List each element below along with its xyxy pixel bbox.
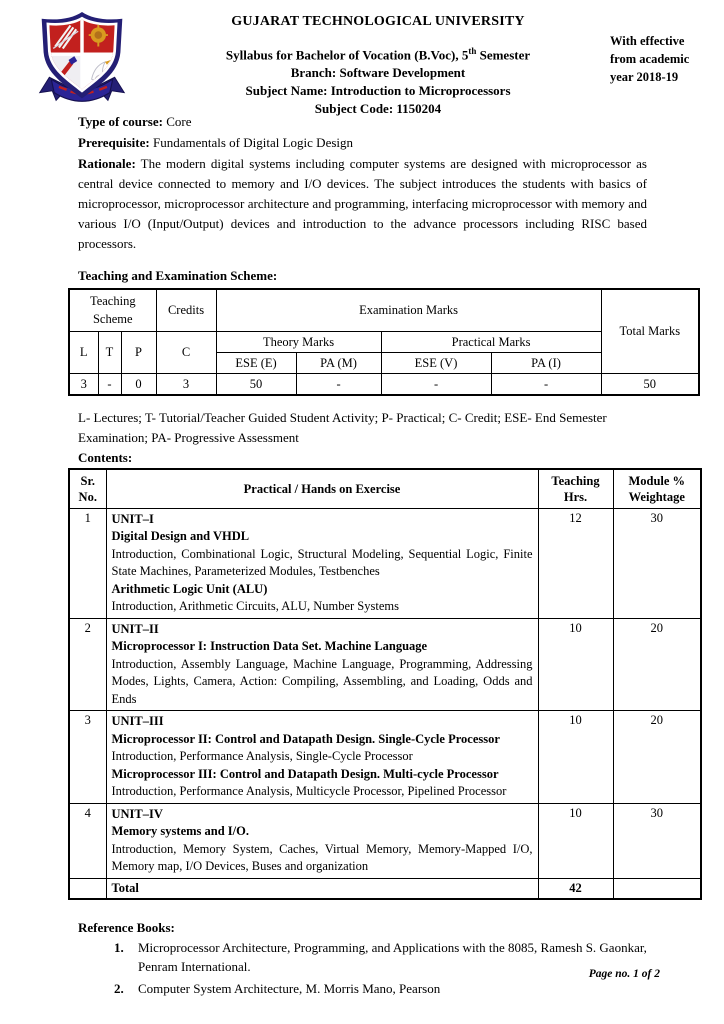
contents-table bbox=[68, 468, 702, 900]
val-ese-e: 50 bbox=[216, 373, 296, 395]
sr-no-cell: 4 bbox=[69, 803, 106, 878]
col-pa-m: PA (M) bbox=[296, 352, 381, 373]
exercise-line: Introduction, Assembly Language, Machine Language, Programming, Addressing Modes, Lights, Camera, Action: Compiling, Assembling, and Loading, Odds and Ends bbox=[111, 656, 533, 706]
total-hrs-cell: 42 bbox=[538, 878, 613, 899]
prerequisite: Prerequisite: Fundamentals of Digital Logic Design bbox=[78, 135, 354, 150]
legend-block bbox=[78, 408, 647, 466]
subject-name-line: Subject Name: Introduction to Microprocessors bbox=[245, 83, 511, 99]
teaching-hrs-cell: 10 bbox=[538, 803, 613, 878]
exercise-line: Microprocessor II: Control and Datapath Design. Single-Cycle Processor bbox=[111, 731, 500, 746]
exercise-line: Microprocessor I: Instruction Data Set. Machine Language bbox=[111, 639, 428, 653]
exercise-line: Introduction, Performance Analysis, Multicycle Processor, Pipelined Processor bbox=[111, 784, 507, 798]
syllabus-line: Syllabus for Bachelor of Vocation (B.Voc), 5th Semester bbox=[225, 46, 531, 63]
practical-marks-header: Practical Marks bbox=[381, 331, 601, 352]
weightage-cell: 20 bbox=[613, 711, 701, 804]
references-section bbox=[78, 920, 647, 998]
val-ese-v: - bbox=[381, 373, 491, 395]
val-total: 50 bbox=[601, 373, 699, 395]
col-ese-e: ESE (E) bbox=[216, 352, 296, 373]
sr-no-cell: 1 bbox=[69, 508, 106, 618]
val-pa-m: - bbox=[296, 373, 381, 395]
gtu-crest-icon bbox=[34, 10, 130, 110]
ref-number: 1. bbox=[114, 939, 124, 955]
exercise-line: Memory systems and I/O. bbox=[111, 824, 249, 838]
exercise-cell bbox=[106, 711, 538, 804]
val-pa-i: - bbox=[491, 373, 601, 395]
val-l: 3 bbox=[69, 373, 98, 395]
col-c: C bbox=[156, 331, 216, 373]
weightage-cell: 30 bbox=[613, 508, 701, 618]
col-t: T bbox=[98, 331, 121, 373]
exam-scheme-table bbox=[68, 288, 700, 396]
rationale: Rationale: The modern digital systems including computer systems are designed with microprocessor as central device connected to memory and I/O devices. The subject introduces the students with basics of microprocessor, microprocessor architecture and programming, interfacing microprocessor with memory and various I/O (Input/Output) devices and introduction to the advance processors including RISC based processors. bbox=[78, 156, 647, 251]
table-row bbox=[69, 618, 701, 711]
list-item bbox=[114, 938, 647, 976]
exercise-cell bbox=[106, 618, 538, 711]
exercise-line: Introduction, Combinational Logic, Structural Modeling, Sequential Logic, Finite State Machines, Parameterized Modules, Testbenches bbox=[111, 546, 533, 578]
sr-no-cell: 2 bbox=[69, 618, 106, 711]
exam-scheme-heading: Teaching and Examination Scheme: bbox=[78, 268, 278, 283]
total-row bbox=[69, 878, 701, 899]
course-info bbox=[78, 112, 647, 284]
exercise-line: UNIT–III bbox=[111, 714, 164, 728]
table-row bbox=[69, 711, 701, 804]
col-p: P bbox=[121, 331, 156, 373]
scheme-legend: L- Lectures; T- Tutorial/Teacher Guided Student Activity; P- Practical; C- Credit; ESE- End Semester Examination; PA- Progressive Assessment bbox=[78, 409, 607, 445]
document-header bbox=[0, 0, 724, 117]
col-ese-v: ESE (V) bbox=[381, 352, 491, 373]
credits-header: Credits bbox=[156, 289, 216, 331]
references-heading: Reference Books: bbox=[78, 919, 175, 935]
exercise-line: Arithmetic Logic Unit (ALU) bbox=[111, 581, 268, 596]
theory-marks-header: Theory Marks bbox=[216, 331, 381, 352]
contents-header-row bbox=[69, 469, 701, 509]
header-teaching-hrs: Teaching Hrs. bbox=[538, 469, 613, 509]
exercise-line: UNIT–IV bbox=[111, 806, 163, 821]
table-row bbox=[69, 508, 701, 618]
type-of-course: Type of course: Core bbox=[78, 114, 192, 129]
page-number: Page no. 1 of 2 bbox=[588, 968, 660, 980]
total-weightage-cell bbox=[613, 878, 701, 899]
val-p: 0 bbox=[121, 373, 156, 395]
exercise-line: UNIT–II bbox=[111, 621, 159, 636]
sr-no-cell: 3 bbox=[69, 711, 106, 804]
header-sr-no: Sr. No. bbox=[69, 469, 106, 509]
val-t: - bbox=[98, 373, 121, 395]
col-l: L bbox=[69, 331, 98, 373]
exercise-line: UNIT–I bbox=[111, 511, 154, 526]
effective-note: With effective from academic year 2018-19 bbox=[610, 34, 690, 84]
branch-line: Branch: Software Development bbox=[290, 65, 466, 81]
ref-text: Microprocessor Architecture, Programming, and Applications with the 8085, Ramesh S. Gaonkar, Penram International. bbox=[138, 939, 647, 974]
contents-heading: Contents: bbox=[78, 449, 133, 465]
contents-table-body bbox=[69, 508, 701, 878]
exercise-line: Introduction, Performance Analysis, Single-Cycle Processor bbox=[111, 749, 413, 763]
ref-text: Computer System Architecture, M. Morris Mano, Pearson bbox=[138, 980, 441, 996]
teaching-hrs-cell: 12 bbox=[538, 508, 613, 618]
teaching-hrs-cell: 10 bbox=[538, 618, 613, 711]
total-label-cell: Total bbox=[106, 878, 538, 899]
header-exercise: Practical / Hands on Exercise bbox=[106, 469, 538, 509]
subject-code-line: Subject Code: 1150204 bbox=[314, 101, 442, 117]
weightage-cell: 20 bbox=[613, 618, 701, 711]
exercise-cell bbox=[106, 803, 538, 878]
total-marks-header: Total Marks bbox=[601, 289, 699, 373]
table-row bbox=[69, 803, 701, 878]
col-pa-i: PA (I) bbox=[491, 352, 601, 373]
exercise-line: Introduction, Arithmetic Circuits, ALU, Number Systems bbox=[111, 599, 399, 613]
exercise-line: Digital Design and VHDL bbox=[111, 529, 250, 543]
teaching-hrs-cell: 10 bbox=[538, 711, 613, 804]
ref-number: 2. bbox=[114, 980, 124, 996]
exercise-cell bbox=[106, 508, 538, 618]
title-block bbox=[150, 14, 606, 118]
header-weightage: Module % Weightage bbox=[613, 469, 701, 509]
list-item bbox=[114, 979, 647, 998]
val-c: 3 bbox=[156, 373, 216, 395]
weightage-cell: 30 bbox=[613, 803, 701, 878]
examination-marks-header: Examination Marks bbox=[216, 289, 601, 331]
university-logo bbox=[34, 10, 130, 110]
total-sr-cell bbox=[69, 878, 106, 899]
exercise-line: Microprocessor III: Control and Datapath Design. Multi-cycle Processor bbox=[111, 766, 499, 781]
teaching-scheme-header: Teaching Scheme bbox=[69, 289, 156, 331]
exercise-line: Introduction, Memory System, Caches, Virtual Memory, Memory-Mapped I/O, Memory map, I/O Devices, Buses and organization bbox=[111, 841, 533, 873]
reference-list bbox=[78, 938, 647, 998]
university-name: GUJARAT TECHNOLOGICAL UNIVERSITY bbox=[231, 14, 525, 29]
